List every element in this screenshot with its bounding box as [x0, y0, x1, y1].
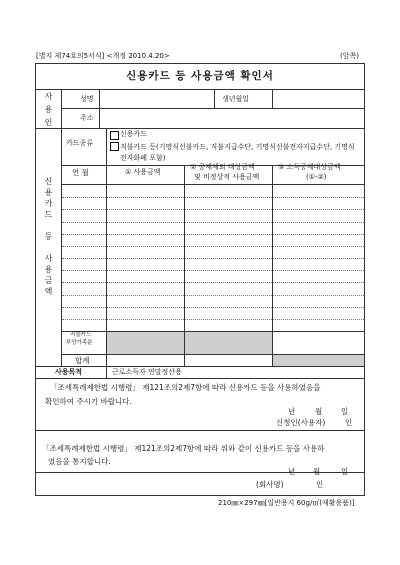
notice-text-line2: 였음을 통지합니다. [48, 457, 111, 466]
birth-right-divider [272, 89, 273, 108]
user-side-char: 사 [44, 92, 53, 101]
request-year: 년 [288, 407, 296, 416]
credit-card-checkbox[interactable] [110, 131, 119, 140]
gray-cell-col2 [185, 332, 272, 354]
summary-label-1: 직불카드 [70, 332, 92, 338]
notice-day: 일 [341, 467, 349, 476]
dotted-row-line [62, 234, 364, 235]
title-divider [35, 89, 365, 90]
notice-year: 년 [288, 467, 296, 476]
company-seal: 인 [316, 480, 324, 489]
page-side-note: (앞쪽) [340, 52, 359, 60]
dotted-row-line [62, 307, 364, 308]
user-side-char: 용 [44, 105, 53, 114]
dotted-row-line [62, 319, 364, 320]
side-column-divider [61, 89, 62, 367]
card-side-char: 용 [44, 188, 53, 197]
frame-right-border [364, 63, 365, 473]
frame-top-border [35, 63, 365, 64]
total-label: 합계 [75, 356, 90, 365]
col3-header-line1: ③ 소득공제대상금액 [278, 163, 341, 171]
card-side-char: 사 [44, 254, 53, 263]
form-reference: [별지 제74호의5서식] <개정 2010.4.20> [36, 52, 170, 60]
card-side-label [36, 178, 61, 299]
credit-card-option-label: 신용카드 [120, 130, 148, 138]
request-month: 월 [315, 407, 323, 416]
dotted-row-line [62, 246, 364, 247]
card-type-divider [106, 128, 107, 165]
card-side-char: 등 [44, 232, 53, 241]
debit-card-option-label: 직불카드 등(기명식선불카드, 직불지급수단, 기명식선불전자지급수단, 기명식 전자화폐 포함) [120, 143, 355, 162]
notice-left-border [35, 431, 36, 496]
request-day: 일 [341, 407, 349, 416]
name-label: 성명 [80, 95, 94, 103]
month-header: 연 월 [72, 168, 89, 177]
dotted-row-line [62, 197, 364, 198]
birth-label: 생년월일 [222, 95, 250, 103]
user-side-label [36, 93, 61, 127]
birth-left-divider [214, 89, 215, 108]
card-type-label: 카드종류 [66, 139, 94, 147]
section-divider [35, 378, 365, 379]
card-side-char: 액 [44, 287, 53, 296]
header-bottom-divider [61, 184, 365, 185]
section-divider [35, 128, 365, 129]
col2-header-line1: ② 공제제외 대상금액 [190, 163, 255, 171]
user-side-char: 인 [44, 118, 53, 127]
col2-divider [272, 165, 273, 367]
gray-cell-col1 [107, 332, 184, 354]
section-divider [35, 366, 365, 367]
col2-header-line2: 및 비정상적 사용금액 [194, 173, 260, 181]
summary-label-2: 부양가족분 [66, 340, 93, 346]
document-title: 신용카드 등 사용금액 확인서 [126, 70, 274, 82]
debit-card-checkbox[interactable] [110, 142, 119, 151]
paper-spec-footer: 210㎜×297㎜[일반용지 60g/㎡(재활용품)] [218, 499, 355, 507]
notice-text-line1: 「조세특례제한법 시행령」 제121조의2제7항에 따라 위와 같이 신용카드 등을 사용하 [42, 444, 325, 453]
dotted-row-line [62, 282, 364, 283]
section-divider [35, 430, 365, 431]
dotted-row-line [62, 270, 364, 271]
company-label: (회사명) [256, 480, 284, 489]
card-side-char: 카 [44, 199, 53, 208]
purpose-value: 근로소득자 연말정산용 [112, 368, 182, 376]
notice-bottom-border [35, 495, 365, 496]
dotted-row-line [62, 222, 364, 223]
applicant-label: 신청인(사용자) [276, 418, 326, 427]
purpose-label: 사용목적 [55, 368, 83, 376]
dotted-row-line [62, 209, 364, 210]
notice-month: 월 [313, 467, 321, 476]
col1-header: ① 사용금액 [125, 168, 161, 176]
applicant-seal: 인 [345, 418, 353, 427]
request-text-line1: 「조세특례제한법 시행령」 제121조의2제7항에 따라 신용카드 등을 사용하였음을 [50, 383, 321, 392]
card-side-char: 드 [44, 210, 53, 219]
address-label: 주소 [80, 114, 94, 122]
card-side-char: 신 [44, 177, 53, 186]
dotted-row-line [62, 258, 364, 259]
row-divider [61, 108, 365, 109]
card-side-char: 금 [44, 276, 53, 285]
request-text-line2: 확인하여 주시기 바랍니다. [45, 397, 132, 406]
col3-header-line2: (①-②) [306, 173, 327, 181]
notice-right-border [364, 431, 365, 496]
card-side-char: 용 [44, 265, 53, 274]
dotted-row-line [62, 295, 364, 296]
